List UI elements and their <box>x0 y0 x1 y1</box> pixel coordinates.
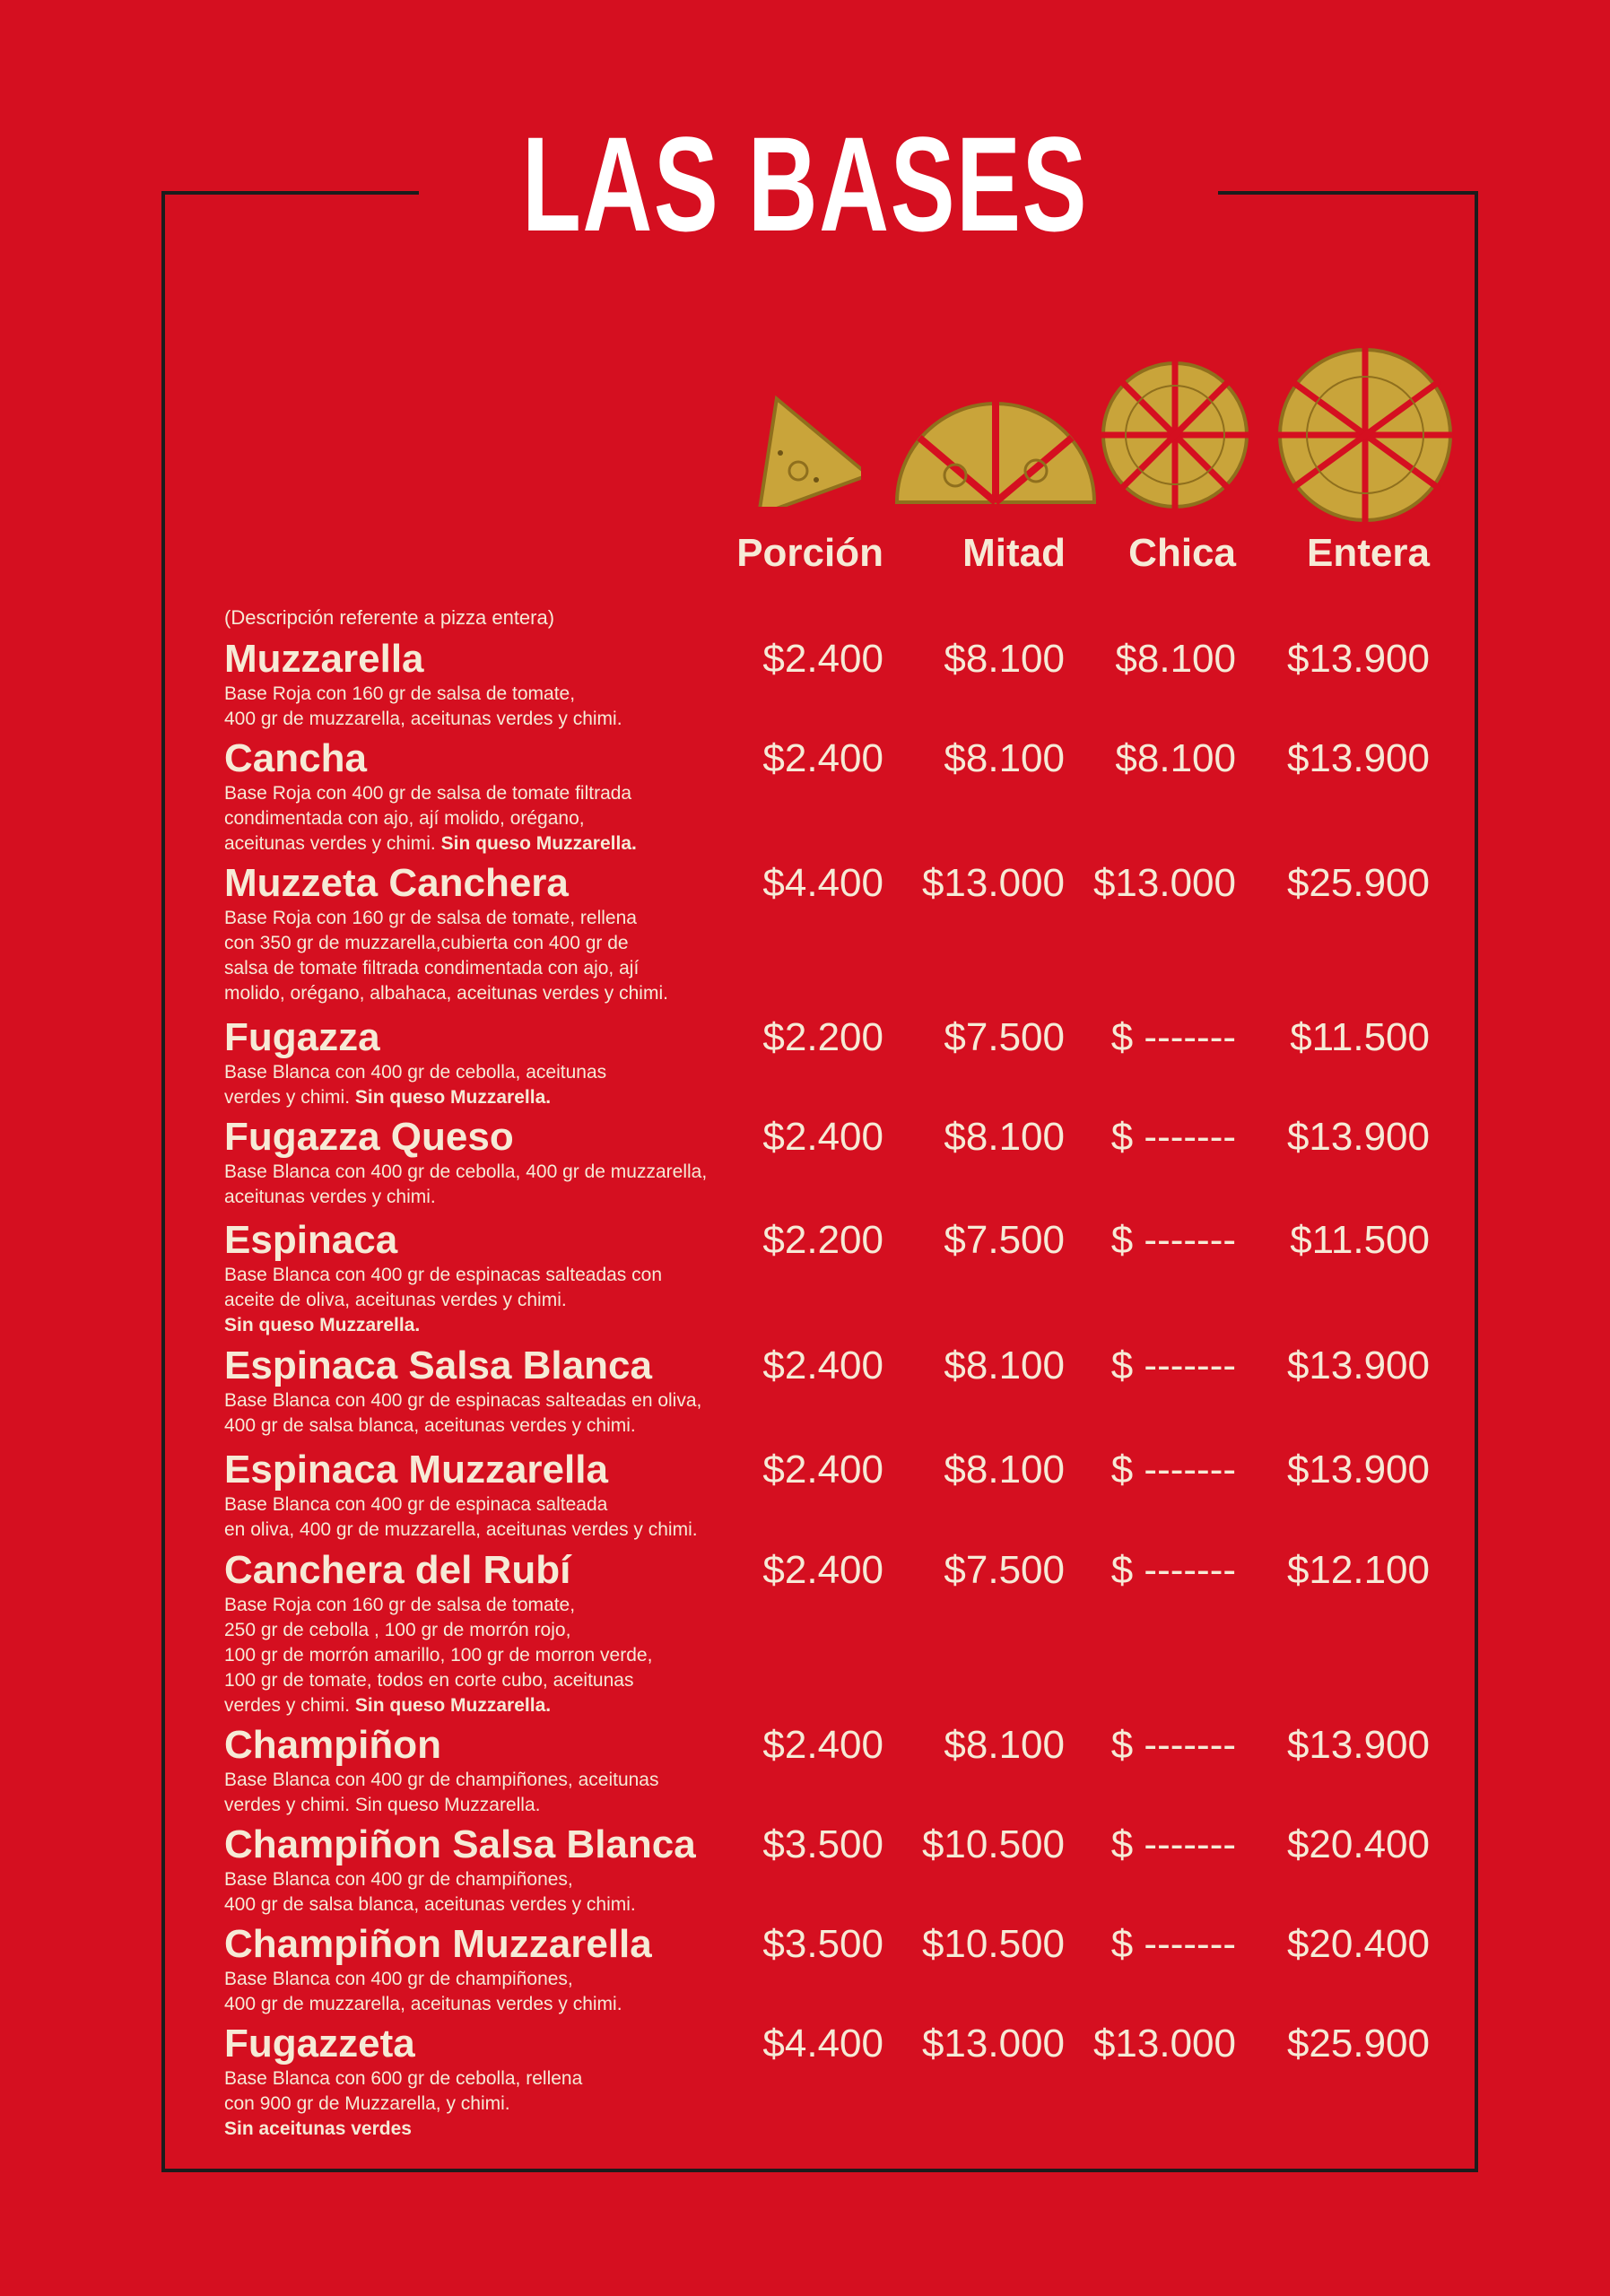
price-mitad: $8.100 <box>944 736 1065 780</box>
menu-item-name: Champiñon Salsa Blanca <box>224 1822 696 1866</box>
menu-item <box>224 1015 1435 1110</box>
price-entera: $13.900 <box>1286 736 1430 780</box>
price-mitad: $8.100 <box>944 1723 1065 1767</box>
menu-item-description-highlight: Sin queso Muzzarella. <box>435 833 637 854</box>
menu-item-description <box>224 1967 762 2017</box>
menu-item-description-text: Base Blanca con 400 gr de espinaca salteada en oliva, 400 gr de muzzarella, aceitunas verdes y chimi. <box>224 1494 698 1540</box>
menu-item-description-text: Base Roja con 160 gr de salsa de tomate, 400 gr de muzzarella, aceitunas verdes y chimi. <box>224 683 622 729</box>
menu-item-description-text: Base Blanca con 400 gr de champiñones, 400 gr de salsa blanca, aceitunas verdes y chimi. <box>224 1869 636 1915</box>
menu-item-description-text: Base Blanca con 400 gr de cebolla, aceitunas verdes y chimi. <box>224 1062 607 1108</box>
menu-item-description <box>224 682 762 732</box>
menu-item-name: Champiñon Muzzarella <box>224 1922 652 1966</box>
menu-item <box>224 1115 1435 1210</box>
pizza-slice-icon <box>735 390 861 507</box>
frame-top-right <box>1218 191 1478 195</box>
price-entera: $13.900 <box>1286 1115 1430 1159</box>
column-header-mitad: Mitad <box>962 531 1066 575</box>
menu-item-description <box>224 1160 762 1210</box>
menu-item <box>224 1548 1435 1718</box>
price-chica: $8.100 <box>1115 637 1236 681</box>
menu-item <box>224 1344 1435 1439</box>
menu-item-description-highlight: Sin aceitunas verdes <box>224 2118 412 2139</box>
price-porcion: $2.400 <box>762 736 883 780</box>
menu-item-name: Cancha <box>224 736 367 780</box>
price-entera: $13.900 <box>1286 637 1430 681</box>
menu-item-description-text: Base Blanca con 400 gr de espinacas salteadas en oliva, 400 gr de salsa blanca, aceitunas verdes y chimi. <box>224 1390 702 1436</box>
price-entera: $13.900 <box>1286 1344 1430 1387</box>
menu-item-description <box>224 906 762 1006</box>
frame-bottom <box>161 2169 1478 2172</box>
price-entera: $20.400 <box>1286 1922 1430 1966</box>
pizza-size-icons <box>0 354 1610 525</box>
price-porcion: $4.400 <box>762 861 883 905</box>
menu-item <box>224 736 1435 857</box>
price-entera: $11.500 <box>1290 1015 1430 1059</box>
price-porcion: $3.500 <box>762 1822 883 1866</box>
price-porcion: $2.400 <box>762 1548 883 1592</box>
price-chica: $ ------- <box>1110 1723 1236 1767</box>
price-mitad: $8.100 <box>944 637 1065 681</box>
price-chica: $8.100 <box>1115 736 1236 780</box>
menu-item-description-text: Base Roja con 160 gr de salsa de tomate, 250 gr de cebolla , 100 gr de morrón rojo, 100 gr de morrón amarillo, 100 gr de morron verde, 100 gr de tomate, todos en corte cubo, aceitunas verdes y chimi. <box>224 1595 653 1716</box>
price-mitad: $8.100 <box>944 1448 1065 1492</box>
price-chica: $ ------- <box>1110 1548 1236 1592</box>
menu-item <box>224 1723 1435 1818</box>
price-porcion: $3.500 <box>762 1922 883 1966</box>
menu-item-description <box>224 781 762 857</box>
menu-item-description-text: Base Blanca con 400 gr de cebolla, 400 gr de muzzarella, aceitunas verdes y chimi. <box>224 1161 708 1207</box>
price-chica: $ ------- <box>1110 1922 1236 1966</box>
price-porcion: $2.400 <box>762 1344 883 1387</box>
price-porcion: $2.200 <box>762 1015 883 1059</box>
menu-item-description-text: Base Blanca con 400 gr de champiñones, aceitunas verdes y chimi. Sin queso Muzzarella. <box>224 1770 659 1815</box>
price-mitad: $7.500 <box>944 1548 1065 1592</box>
menu-item-description-highlight: Sin queso Muzzarella. <box>350 1695 552 1716</box>
column-header-entera: Entera <box>1307 531 1430 575</box>
price-entera: $25.900 <box>1286 2022 1430 2066</box>
menu-item-description <box>224 1060 762 1110</box>
price-chica: $ ------- <box>1110 1115 1236 1159</box>
menu-item-name: Muzzeta Canchera <box>224 861 569 905</box>
price-porcion: $2.400 <box>762 1723 883 1767</box>
menu-item-description-text: Base Blanca con 600 gr de cebolla, rellena con 900 gr de Muzzarella, y chimi. <box>224 2068 583 2114</box>
price-porcion: $4.400 <box>762 2022 883 2066</box>
price-mitad: $10.500 <box>921 1922 1065 1966</box>
price-chica: $ ------- <box>1110 1218 1236 1262</box>
price-porcion: $2.200 <box>762 1218 883 1262</box>
menu-item-description-text: Base Blanca con 400 gr de champiñones, 400 gr de muzzarella, aceitunas verdes y chimi. <box>224 1969 622 2014</box>
price-entera: $13.900 <box>1286 1448 1430 1492</box>
menu-item <box>224 637 1435 732</box>
price-chica: $ ------- <box>1110 1344 1236 1387</box>
column-header-porcion: Porción <box>736 531 883 575</box>
menu-item <box>224 861 1435 1006</box>
price-porcion: $2.400 <box>762 1115 883 1159</box>
frame-top-left <box>161 191 419 195</box>
price-mitad: $7.500 <box>944 1218 1065 1262</box>
menu-item-name: Fugazza <box>224 1015 380 1059</box>
menu-item-name: Espinaca Salsa Blanca <box>224 1344 652 1387</box>
menu-item-description-highlight: Sin queso Muzzarella. <box>350 1087 552 1108</box>
menu-item-name: Espinaca Muzzarella <box>224 1448 608 1492</box>
menu-item <box>224 1218 1435 1338</box>
menu-item-description <box>224 1263 762 1338</box>
menu-item <box>224 1822 1435 1918</box>
menu-item-name: Canchera del Rubí <box>224 1548 571 1592</box>
menu-item-description <box>224 2066 762 2142</box>
price-porcion: $2.400 <box>762 637 883 681</box>
price-chica: $ ------- <box>1110 1822 1236 1866</box>
pizza-whole-icon <box>1265 345 1466 525</box>
price-entera: $13.900 <box>1286 1723 1430 1767</box>
price-mitad: $10.500 <box>921 1822 1065 1866</box>
price-porcion: $2.400 <box>762 1448 883 1492</box>
menu-item <box>224 1922 1435 2017</box>
menu-item-name: Fugazza Queso <box>224 1115 514 1159</box>
menu-item-name: Champiñon <box>224 1723 441 1767</box>
price-chica: $ ------- <box>1110 1448 1236 1492</box>
menu-item-description-text: Base Roja con 160 gr de salsa de tomate, rellena con 350 gr de muzzarella,cubierta con 400 gr de salsa de tomate filtrada condimentada con ajo, ají molido, orégano, albahaca, aceitunas verdes y chimi. <box>224 908 668 1004</box>
price-mitad: $8.100 <box>944 1115 1065 1159</box>
description-note: (Descripción referente a pizza entera) <box>224 606 555 629</box>
menu-item-name: Fugazzeta <box>224 2022 415 2066</box>
menu-item-description-text: Base Blanca con 400 gr de espinacas salteadas con aceite de oliva, aceitunas verdes y chimi. <box>224 1265 662 1310</box>
menu-item <box>224 2022 1435 2142</box>
menu-item-description <box>224 1492 762 1543</box>
pizza-small-icon <box>1099 359 1251 511</box>
price-chica: $ ------- <box>1110 1015 1236 1059</box>
price-entera: $20.400 <box>1286 1822 1430 1866</box>
menu-item-description-text: Base Roja con 400 gr de salsa de tomate filtrada condimentada con ajo, ají molido, orégano, aceitunas verdes y chimi. <box>224 783 632 854</box>
menu-item-description <box>224 1867 762 1918</box>
price-mitad: $8.100 <box>944 1344 1065 1387</box>
price-mitad: $7.500 <box>944 1015 1065 1059</box>
menu-item-description <box>224 1388 762 1439</box>
menu-item-description <box>224 1768 762 1818</box>
menu-item-description <box>224 1593 762 1718</box>
price-entera: $25.900 <box>1286 861 1430 905</box>
page-title: LAS BASES <box>521 109 1089 259</box>
price-entera: $11.500 <box>1290 1218 1430 1262</box>
menu-item-name: Espinaca <box>224 1218 398 1262</box>
price-chica: $13.000 <box>1092 861 1236 905</box>
price-chica: $13.000 <box>1092 2022 1236 2066</box>
menu-item-description-highlight: Sin queso Muzzarella. <box>224 1315 421 1335</box>
menu-item <box>224 1448 1435 1543</box>
pizza-half-icon <box>892 395 1099 507</box>
column-header-chica: Chica <box>1128 531 1236 575</box>
menu-item-name: Muzzarella <box>224 637 424 681</box>
price-mitad: $13.000 <box>921 861 1065 905</box>
price-entera: $12.100 <box>1286 1548 1430 1592</box>
price-mitad: $13.000 <box>921 2022 1065 2066</box>
